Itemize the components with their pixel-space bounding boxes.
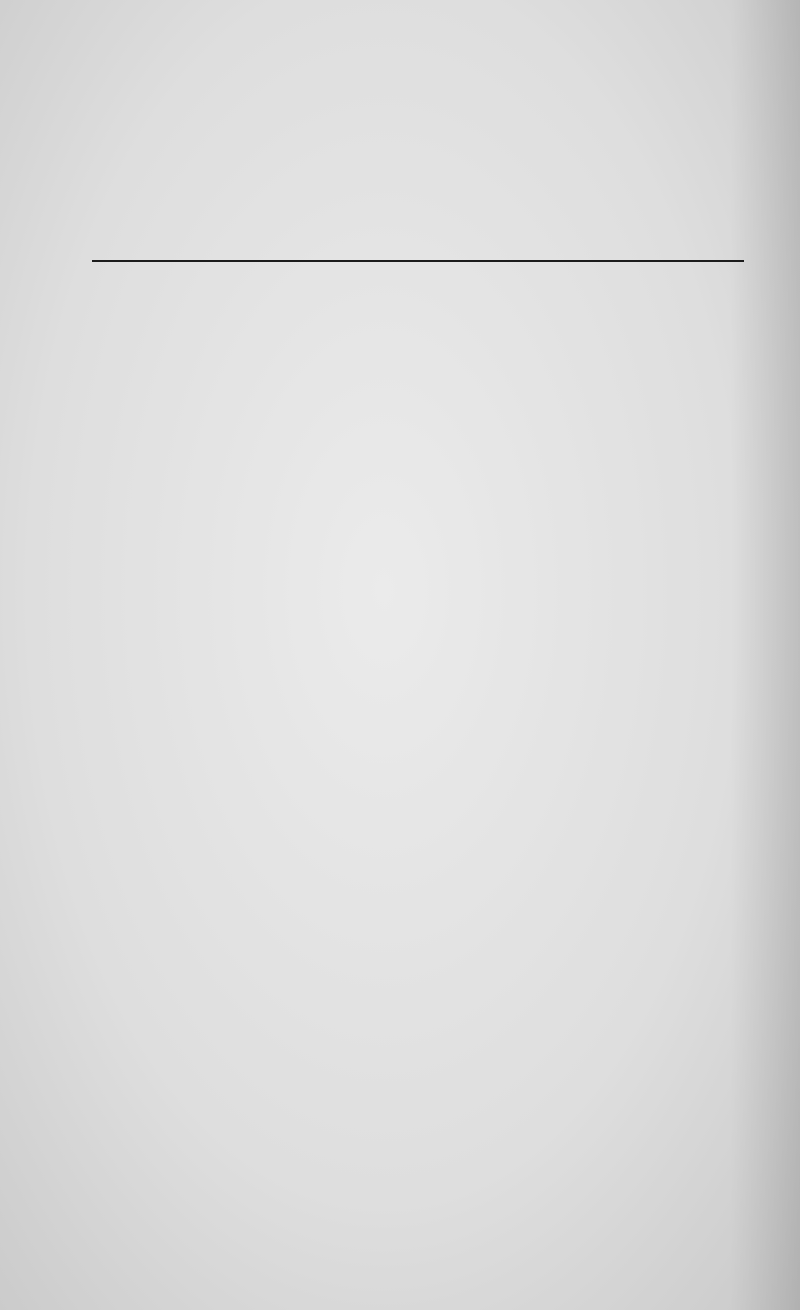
running-head — [95, 88, 655, 128]
page-edge-shadow — [730, 0, 800, 1310]
footnote-rule — [92, 260, 744, 262]
